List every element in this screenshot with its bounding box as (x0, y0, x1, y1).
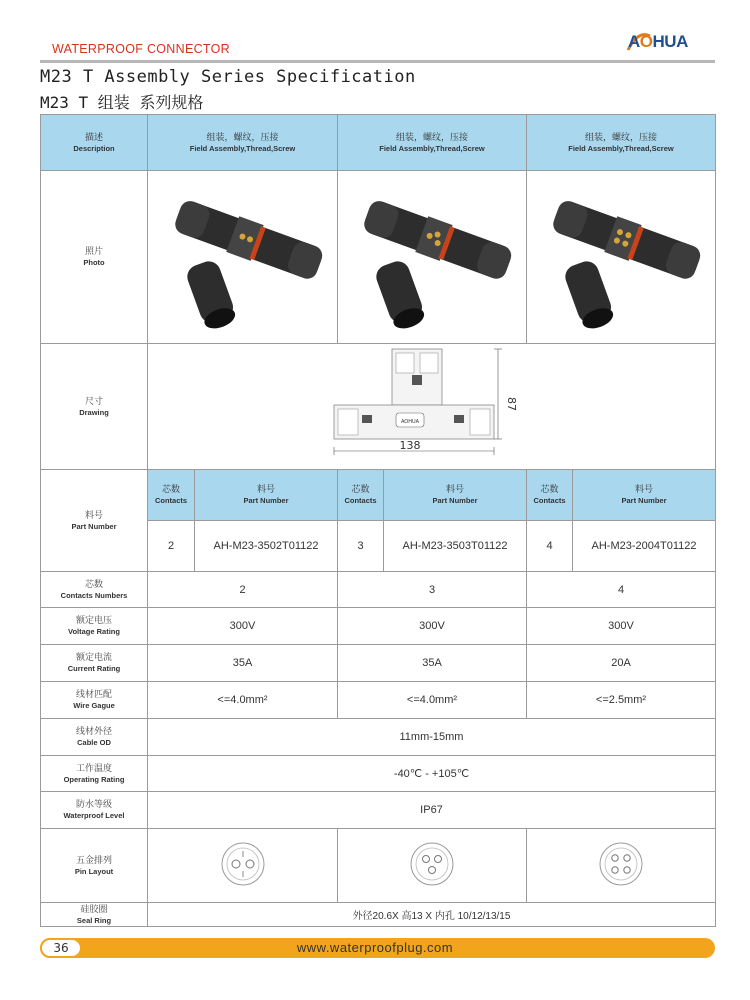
page-number: 36 (40, 938, 82, 958)
photo-label: 照片 Photo (41, 171, 148, 344)
part-subheader: 料号 Part Number (195, 470, 338, 521)
contacts-numbers-value: 4 (527, 572, 716, 608)
t-connector-photo-icon (342, 181, 522, 331)
seal-ring-label: 硅胶圈 Seal Ring (41, 903, 148, 927)
wire-label: 线材匹配 Wire Gague (41, 682, 148, 719)
wire-value: <=4.0mm² (338, 682, 527, 719)
pin-layout-3 (338, 829, 527, 903)
part-number-value: AH-M23-3502T01122 (195, 521, 338, 572)
contacts-value: 4 (527, 521, 573, 572)
dimension-drawing (148, 344, 716, 470)
part-subheader: 料号 Part Number (573, 470, 716, 521)
page-title-en: M23 T Assembly Series Specification (40, 67, 416, 87)
seal-ring-row (41, 903, 716, 927)
part-subheader: 料号 Part Number (384, 470, 527, 521)
dimension-drawing-icon (332, 345, 532, 465)
description-cell: 组装，螺纹，压接 Field Assembly,Thread,Screw (338, 115, 527, 171)
drawing-logo-text: AOHUA (400, 419, 419, 425)
t-connector-photo-icon (153, 181, 333, 331)
product-photo (338, 171, 527, 344)
pin-layout-4-icon (598, 841, 644, 887)
photo-row (41, 171, 716, 344)
logo-text: AOHUA (628, 32, 688, 51)
voltage-row (41, 608, 716, 645)
part-number-label: 料号 Part Number (41, 470, 148, 572)
header-divider (40, 60, 715, 63)
spec-table (40, 114, 716, 927)
voltage-value: 300V (338, 608, 527, 645)
contacts-numbers-value: 2 (148, 572, 338, 608)
description-label: 描述 Description (41, 115, 148, 171)
contacts-numbers-row (41, 572, 716, 608)
pin-layout-row (41, 829, 716, 903)
contacts-subheader: 芯数 Contacts (527, 470, 573, 521)
waterproof-row (41, 792, 716, 829)
part-number-value: AH-M23-2004T01122 (573, 521, 716, 572)
section-title: WATERPROOF CONNECTOR (52, 42, 230, 56)
wire-value: <=4.0mm² (148, 682, 338, 719)
operating-row (41, 756, 716, 792)
page-title-cn: M23 T 组装 系列规格 (40, 93, 204, 112)
operating-value: -40℃ - +105℃ (148, 756, 716, 792)
product-photo (527, 171, 716, 344)
description-row (41, 115, 716, 171)
cable-value: 11mm-15mm (148, 719, 716, 756)
contacts-numbers-value: 3 (338, 572, 527, 608)
drawing-row (41, 344, 716, 470)
brand-logo (628, 28, 708, 58)
description-cell: 组装，螺纹，压接 Field Assembly,Thread,Screw (527, 115, 716, 171)
current-value: 35A (148, 645, 338, 682)
voltage-label: 额定电压 Voltage Rating (41, 608, 148, 645)
wire-row (41, 682, 716, 719)
contacts-value: 2 (148, 521, 195, 572)
current-value: 20A (527, 645, 716, 682)
cable-label: 线材外径 Cable OD (41, 719, 148, 756)
seal-ring-value: 外径20.6X 高13 X 内孔 10/12/13/15 (148, 903, 716, 927)
width-dimension: 138 (399, 439, 420, 452)
pin-layout-label: 五金排列 Pin Layout (41, 829, 148, 903)
contacts-numbers-label: 芯数 Contacts Numbers (41, 572, 148, 608)
voltage-value: 300V (148, 608, 338, 645)
footer-url: www.waterproofplug.com (296, 940, 454, 955)
pin-layout-2-icon (220, 841, 266, 887)
part-number-value: AH-M23-3503T01122 (384, 521, 527, 572)
cable-row (41, 719, 716, 756)
contacts-subheader: 芯数 Contacts (148, 470, 195, 521)
t-connector-photo-icon (531, 181, 711, 331)
pin-layout-2 (148, 829, 338, 903)
contacts-subheader: 芯数 Contacts (338, 470, 384, 521)
waterproof-label: 防水等级 Waterproof Level (41, 792, 148, 829)
current-value: 35A (338, 645, 527, 682)
pin-layout-4 (527, 829, 716, 903)
product-photo (148, 171, 338, 344)
waterproof-value: IP67 (148, 792, 716, 829)
wire-value: <=2.5mm² (527, 682, 716, 719)
voltage-value: 300V (527, 608, 716, 645)
description-cell: 组装，螺纹，压接 Field Assembly,Thread,Screw (148, 115, 338, 171)
current-row (41, 645, 716, 682)
part-number-header-row (41, 470, 716, 521)
operating-label: 工作温度 Operating Rating (41, 756, 148, 792)
drawing-label: 尺寸 Drawing (41, 344, 148, 470)
contacts-value: 3 (338, 521, 384, 572)
current-label: 额定电流 Current Rating (41, 645, 148, 682)
pin-layout-3-icon (409, 841, 455, 887)
height-dimension: 87 (504, 397, 518, 411)
